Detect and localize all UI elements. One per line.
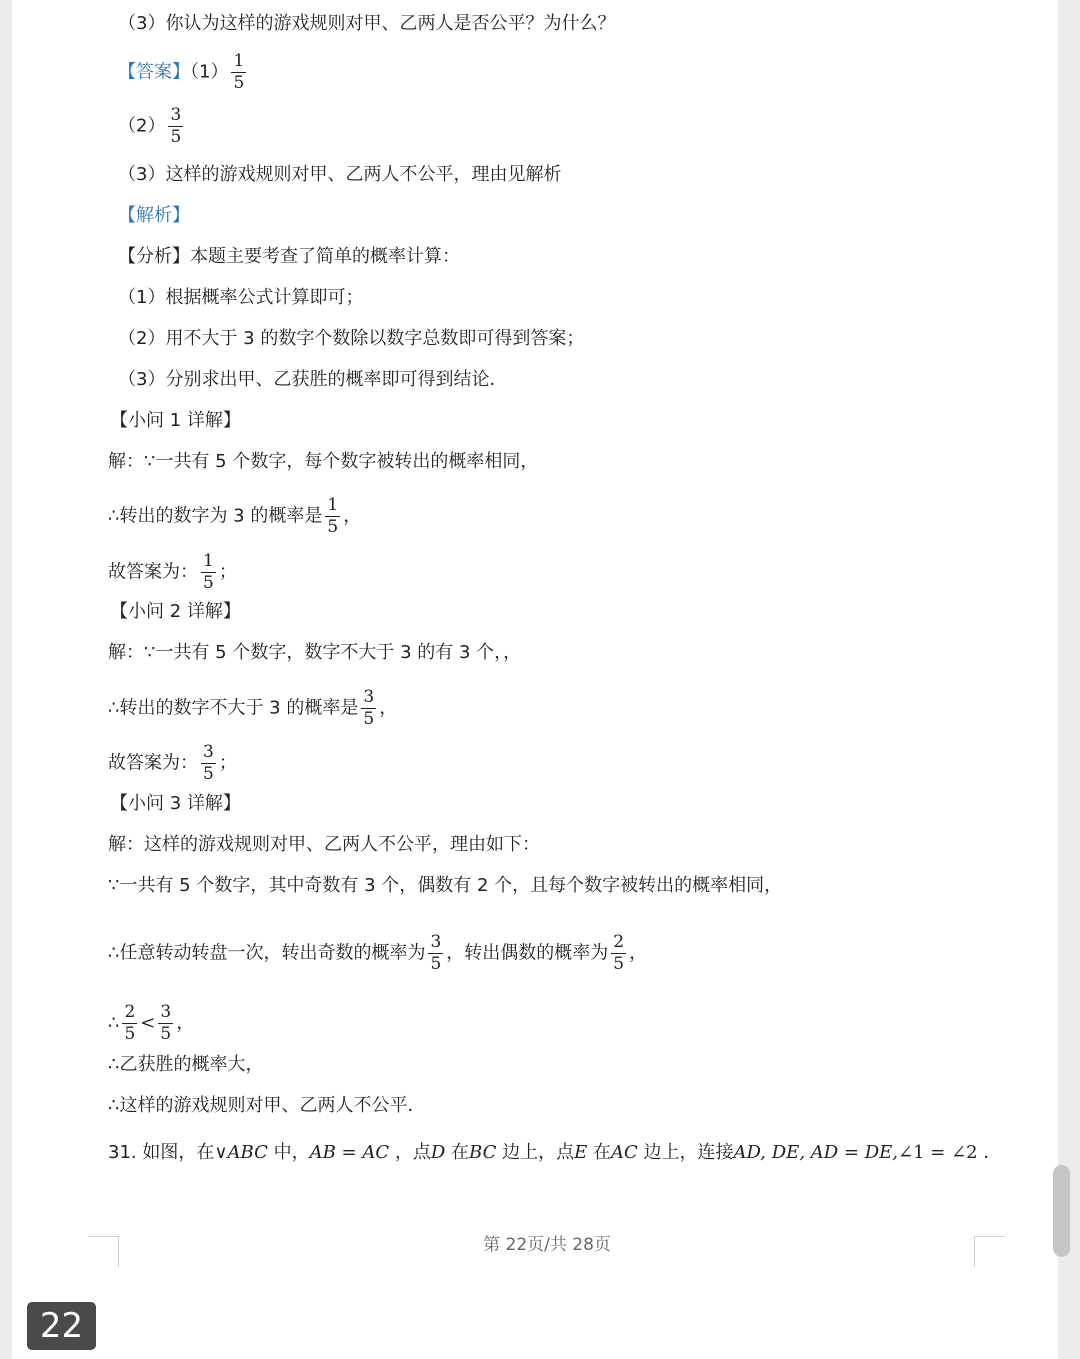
analysis-tag: 【解析】 bbox=[118, 205, 190, 226]
subquestion-1-line-c: 故答案为： $\frac{1}{5}$ ； bbox=[108, 551, 237, 593]
scrollbar-thumb[interactable] bbox=[1053, 1165, 1070, 1257]
fraction-one-fifth: $\frac{1}{5}$ bbox=[233, 51, 245, 93]
fraction-two-fifths: $\frac{2}{5}$ bbox=[613, 932, 625, 974]
subquestion-1-title: 【小问 1 详解】 bbox=[110, 410, 241, 431]
analysis-intro: 【分析】本题主要考查了简单的概率计算： bbox=[118, 246, 460, 267]
answer-2-prefix: （2） bbox=[118, 115, 166, 137]
answer-tag: 【答案】 bbox=[118, 61, 190, 83]
answer-line-1 bbox=[118, 52, 249, 93]
analysis-step-3: （3）分别求出甲、乙获胜的概率即可得到结论． bbox=[118, 369, 508, 390]
subquestion-3-line-b: ∵一共有 5 个数字，其中奇数有 3 个，偶数有 2 个，且每个数字被转出的概率相同， bbox=[108, 875, 783, 896]
page-corner-mark-left bbox=[88, 1236, 119, 1267]
fraction-three-fifths: $\frac{3}{5}$ bbox=[160, 1002, 172, 1044]
page-footer: 第 22页/共 28页 bbox=[483, 1235, 611, 1255]
subquestion-2-line-a: 解：∵一共有 5 个数字，数字不大于 3 的有 3 个，， bbox=[108, 642, 522, 663]
answer-line-2 bbox=[118, 106, 186, 147]
subquestion-1-line-a: 解：∵一共有 5 个数字，每个数字被转出的概率相同， bbox=[108, 451, 539, 472]
analysis-step-1: （1）根据概率公式计算即可； bbox=[118, 287, 364, 308]
answer-line-3: （3）这样的游戏规则对甲、乙两人不公平，理由见解析 bbox=[118, 164, 562, 185]
fraction-two-fifths: $\frac{2}{5}$ bbox=[124, 1002, 136, 1044]
subquestion-3-title: 【小问 3 详解】 bbox=[110, 793, 241, 814]
subquestion-2-line-b: ∴转出的数字不大于 3 的概率是 $\frac{3}{5}$ ， bbox=[108, 687, 398, 729]
analysis-step-2: （2）用不大于 3 的数字个数除以数字总数即可得到答案； bbox=[118, 328, 585, 349]
subquestion-3-line-c: ∴任意转动转盘一次，转出奇数的概率为 $\frac{3}{5}$ ，转出偶数的概率为 $\frac{2}{5}$ ， bbox=[108, 932, 648, 974]
answer-1-prefix: （1） bbox=[190, 61, 229, 83]
fraction-three-fifths: $\frac{3}{5}$ bbox=[170, 105, 182, 147]
question-3-text: （3）你认为这样的游戏规则对甲、乙两人是否公平？为什么？ bbox=[118, 13, 616, 34]
document-page bbox=[12, 0, 1058, 1359]
fraction-three-fifths: $\frac{3}{5}$ bbox=[203, 742, 214, 784]
fraction-three-fifths: $\frac{3}{5}$ bbox=[363, 687, 375, 729]
fraction-one-fifth: $\frac{1}{5}$ bbox=[203, 551, 214, 593]
page-corner-mark-right bbox=[974, 1236, 1005, 1267]
subquestion-3-inequality: ∴ $\frac{2}{5}$ < $\frac{3}{5}$ ， bbox=[108, 1002, 195, 1044]
subquestion-1-line-b: ∴转出的数字为 3 的概率是 $\frac{1}{5}$ ， bbox=[108, 495, 362, 537]
subquestion-2-title: 【小问 2 详解】 bbox=[110, 601, 241, 622]
subquestion-2-line-c: 故答案为： $\frac{3}{5}$ ； bbox=[108, 742, 237, 784]
page-number-badge[interactable]: 22 bbox=[27, 1302, 96, 1350]
subquestion-3-line-e: ∴乙获胜的概率大， bbox=[108, 1054, 264, 1075]
fraction-three-fifths: $\frac{3}{5}$ bbox=[430, 932, 442, 974]
question-31: 31. 如图，在∨ABC 中，AB = AC ，点D 在BC 边上，点E 在AC 边上，连接AD, DE, AD = DE,∠1 = ∠2 ． bbox=[108, 1142, 1002, 1163]
subquestion-3-line-f: ∴这样的游戏规则对甲、乙两人不公平． bbox=[108, 1095, 426, 1116]
subquestion-3-line-a: 解：这样的游戏规则对甲、乙两人不公平，理由如下： bbox=[108, 834, 540, 855]
fraction-one-fifth: $\frac{1}{5}$ bbox=[327, 495, 339, 537]
